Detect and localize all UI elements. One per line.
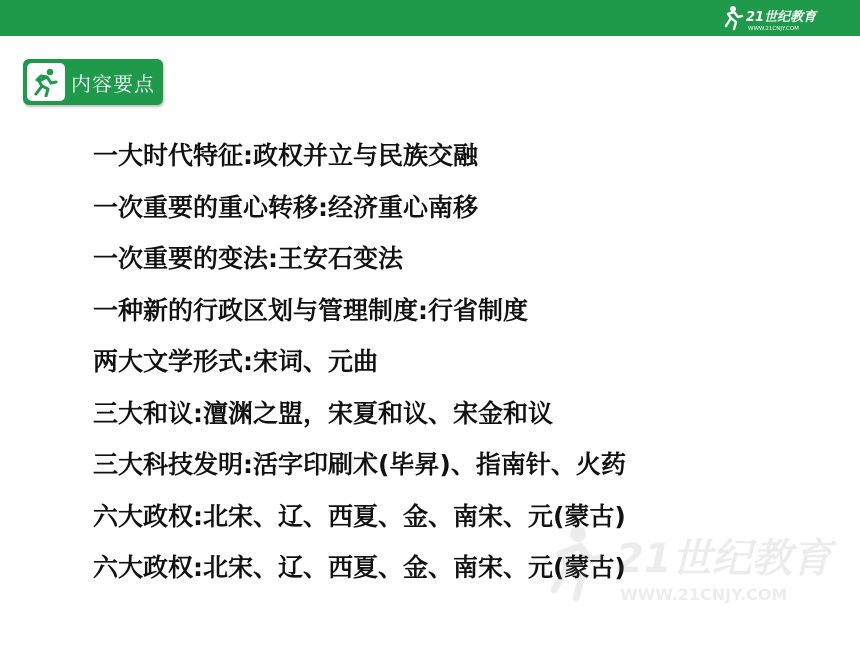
runner-logo-icon xyxy=(722,4,822,32)
running-man-icon xyxy=(31,67,61,97)
watermark xyxy=(536,520,836,610)
content-line: 三大和议:澶渊之盟，宋夏和议、宋金和议 xyxy=(93,398,553,428)
content-line: 一种新的行政区划与管理制度:行省制度 xyxy=(93,295,528,325)
watermark-logo xyxy=(536,520,836,610)
content-line: 三大科技发明:活字印刷术(毕昇)、指南针、火药 xyxy=(93,450,626,479)
content-line: 一次重要的重心转移:经济重心南移 xyxy=(93,192,478,222)
header-bar xyxy=(0,0,860,36)
brand-logo xyxy=(722,4,822,32)
logo-text: 21世纪教育 xyxy=(746,10,817,25)
watermark-text: 21世纪教育 xyxy=(616,536,832,582)
content-line: 六大政权:北宋、辽、西夏、金、南宋、元(蒙古) xyxy=(93,501,626,531)
content-line: 一大时代特征:政权并立与民族交融 xyxy=(93,141,478,170)
content-line: 一次重要的变法:王安石变法 xyxy=(93,244,403,273)
section-title: 内容要点 xyxy=(71,71,155,96)
logo-subtext: WWW.21CNJY.COM xyxy=(748,26,799,32)
content-line: 六大政权:北宋、辽、西夏、金、南宋、元(蒙古) xyxy=(93,553,626,582)
watermark-subtext: WWW.21CNJY.COM xyxy=(620,585,788,604)
content-line: 两大文学形式:宋词、元曲 xyxy=(93,347,378,376)
badge-icon-box xyxy=(27,63,65,101)
section-badge xyxy=(23,59,163,105)
